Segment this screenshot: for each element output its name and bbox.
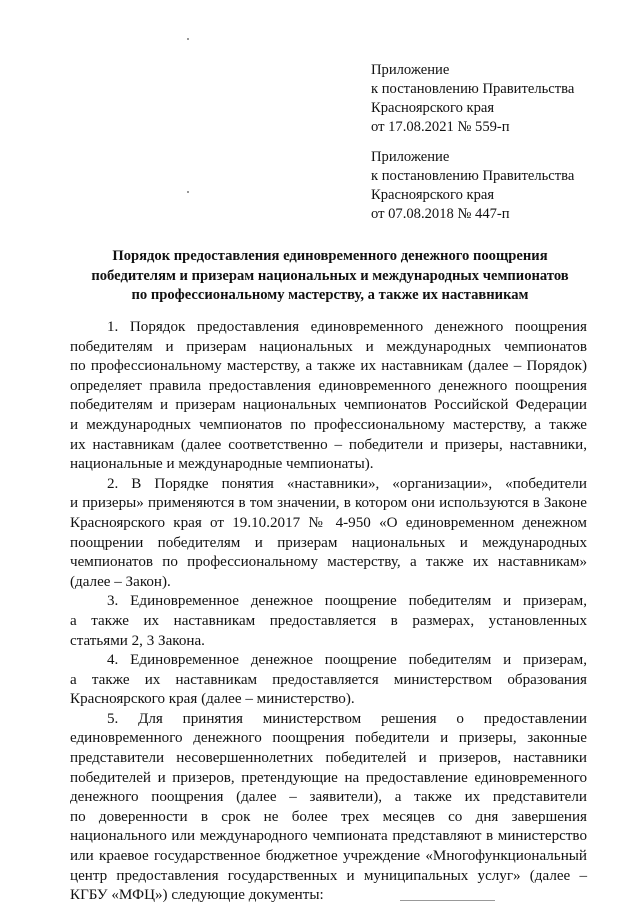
document-body	[70, 318, 587, 906]
text-line: их наставникам (далее соответственно – победители и призеры, наставники,	[70, 436, 587, 453]
text-line: или краевое государственное бюджетное учреждение «Многофункциональный	[70, 848, 587, 865]
text-line: и международных чемпионатов по профессиональному мастерству, а также	[70, 416, 587, 433]
text-line: статьями 2, 3 Закона.	[70, 632, 205, 649]
attachment-header-2018	[371, 148, 574, 224]
text-line: Красноярского края (далее – министерство).	[70, 691, 355, 708]
attachment-line: Красноярского края	[371, 187, 495, 203]
text-line: определяет правила предоставления единовременного денежного поощрения	[70, 377, 587, 394]
paragraph-1	[70, 318, 587, 475]
text-line: 1. Порядок предоставления единовременного денежного поощрения	[107, 319, 587, 335]
text-line: чемпионатов по профессиональному мастерству, а также их наставникам»	[70, 554, 587, 571]
text-line: центр предоставления государственных и муниципальных услуг» (далее –	[70, 867, 587, 884]
text-line: 3. Единовременное денежное поощрение победителям и призерам,	[107, 593, 587, 610]
text-line: победителям и призерам национальных и международных чемпионатов	[70, 338, 587, 355]
text-line: (далее – Закон).	[70, 573, 171, 590]
title-line: победителям и призерам национальных и международных чемпионатов	[91, 267, 569, 284]
paragraph-2	[70, 475, 587, 593]
attachment-line: Приложение	[371, 149, 450, 165]
text-line: а также их наставникам предоставляется в размерах, установленных	[70, 612, 587, 629]
text-line: Красноярского края от 19.10.2017 № 4-950 «О единовременном денежном	[70, 514, 587, 531]
scan-edge-line	[400, 900, 495, 901]
attachment-line: Приложение	[371, 62, 450, 78]
text-line: по профессиональному мастерству, а также их наставникам (далее – Порядок)	[70, 358, 587, 375]
text-line: единовременного денежного поощрения победители и призеры, законные	[70, 730, 587, 747]
attachment-line: Красноярского края	[371, 100, 495, 116]
text-line: и призеры» применяются в том значении, в котором они используются в Законе	[70, 495, 587, 512]
text-line: национальные и международные чемпионаты).	[70, 456, 374, 473]
text-line: КГБУ «МФЦ») следующие документы:	[70, 887, 324, 904]
text-line: 2. В Порядке понятия «наставники», «организации», «победители	[107, 475, 587, 492]
attachment-line: к постановлению Правительства	[371, 81, 575, 97]
document-title	[70, 247, 590, 306]
attachment-line: к постановлению Правительства	[371, 168, 575, 184]
text-line: победителям и призерам национальных чемпионатов Российской Федерации	[70, 397, 587, 414]
text-line: денежного поощрения (далее – заявители), а также их представители	[70, 789, 587, 806]
title-line: по профессиональному мастерству, а также их наставникам	[131, 287, 529, 303]
attachment-line: от 17.08.2021 № 559-п	[371, 119, 510, 135]
text-line: по доверенности в срок не более трех месяцев со дня завершения	[70, 808, 587, 825]
text-line: а также их наставникам предоставляется министерством образования	[70, 671, 587, 688]
scan-speck	[187, 191, 189, 193]
text-line: победителей и призеров, претендующие на предоставление единовременного	[70, 769, 587, 786]
attachment-header-2021	[371, 61, 574, 137]
attachment-line: от 07.08.2018 № 447-п	[371, 206, 510, 222]
paragraph-3	[70, 592, 587, 651]
text-line: 4. Единовременное денежное поощрение победителям и призерам,	[107, 652, 587, 669]
paragraph-4	[70, 651, 587, 710]
text-line: представители несовершеннолетних победителей и призеров, наставники	[70, 750, 587, 767]
text-line: поощрении победителям и призерам национальных и международных	[70, 534, 587, 551]
title-line: Порядок предоставления единовременного денежного поощрения	[112, 248, 548, 264]
text-line: национального или международного чемпионата представляют в министерство	[70, 828, 587, 845]
text-line: 5. Для принятия министерством решения о предоставлении	[107, 710, 587, 727]
scan-speck	[187, 38, 189, 40]
paragraph-5	[70, 710, 587, 906]
